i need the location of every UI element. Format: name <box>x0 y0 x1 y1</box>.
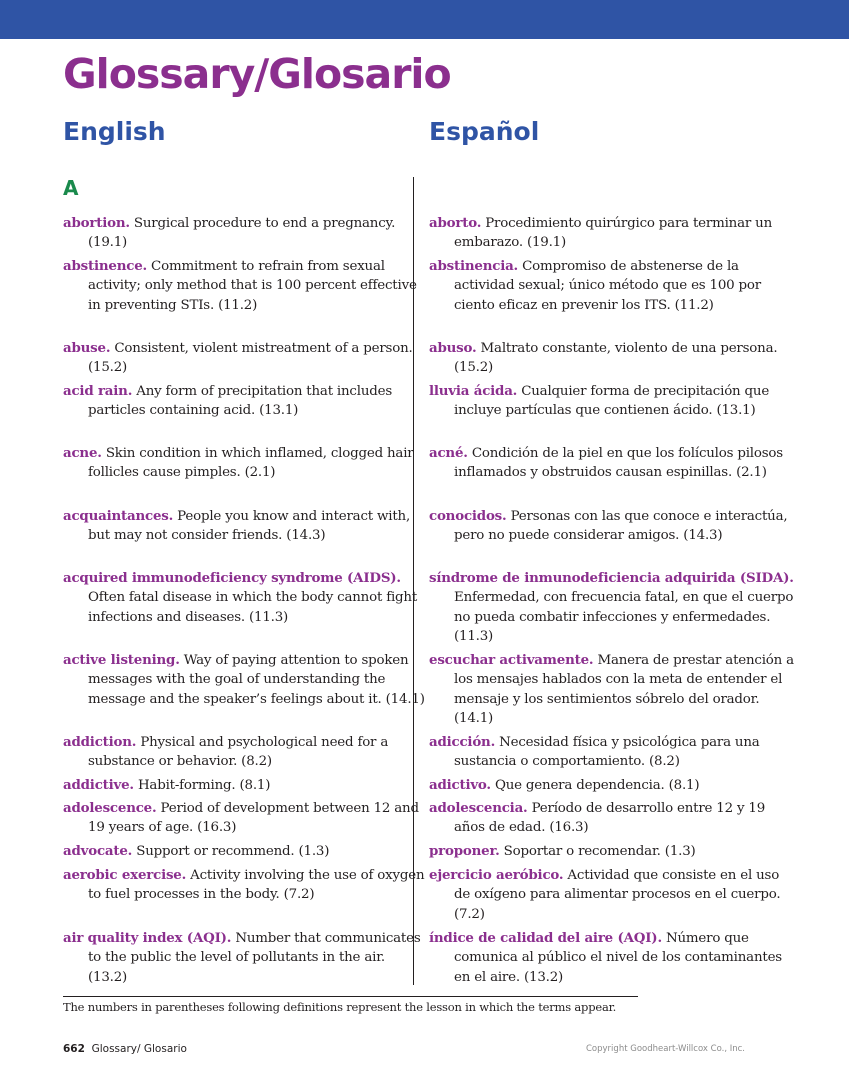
page-footer <box>63 1043 187 1055</box>
entry-term: abuse. <box>63 340 111 356</box>
glossary-entry-en <box>63 569 428 627</box>
glossary-entry-es <box>429 257 794 315</box>
spanish-column-heading: Español <box>429 117 540 146</box>
footer-section: Glossary/ Glosario <box>91 1043 187 1055</box>
glossary-entry-es <box>429 382 794 421</box>
entry-term: air quality index (AQI). <box>63 930 232 946</box>
entry-definition: Necesidad física y psicológica para una sustancia o comportamiento. (8.2) <box>454 735 760 770</box>
glossary-entry-en <box>63 799 428 838</box>
entry-term: advocate. <box>63 843 133 859</box>
glossary-entry-es <box>429 776 794 795</box>
entry-definition: Commitment to refrain from sexual activity; only method that is 100 percent effective in preventing STIs. (11.2) <box>88 259 417 313</box>
entry-term: abuso. <box>429 340 477 356</box>
entry-definition: Soportar o recomendar. (1.3) <box>503 844 696 859</box>
entry-term: acne. <box>63 445 102 461</box>
glossary-entry-es <box>429 507 794 546</box>
entry-definition: Number that communicates to the public the level of pollutants in the air. (13.2) <box>88 931 421 985</box>
entry-definition: People you know and interact with, but may not consider friends. (14.3) <box>88 509 411 544</box>
entry-definition: Cualquier forma de precipitación que incluye partículas que contienen ácido. (13.1) <box>454 384 770 419</box>
entry-definition: Often fatal disease in which the body cannot fight infections and diseases. (11.3) <box>88 590 418 625</box>
entry-term: escuchar activamente. <box>429 652 594 668</box>
entry-term: conocidos. <box>429 508 507 524</box>
entry-definition: Que genera dependencia. (8.1) <box>494 778 700 793</box>
entry-term: ejercicio aeróbico. <box>429 867 564 883</box>
entry-definition: Manera de prestar atención a los mensajes hablados con la meta de entender el mensaje y los sentimientos sóbrelo del orador. (14.1) <box>454 653 794 727</box>
entry-term: índice de calidad del aire (AQI). <box>429 930 662 946</box>
entry-term: síndrome de inmunodeficiencia adquirida (SIDA). <box>429 570 794 586</box>
entry-term: acid rain. <box>63 383 133 399</box>
page-number: 662 <box>63 1043 85 1055</box>
entry-definition: Way of paying attention to spoken messages with the goal of understanding the message and the speaker’s feelings about it. (14.1) <box>88 653 425 707</box>
glossary-entry-en <box>63 444 428 483</box>
glossary-entry-es <box>429 866 794 924</box>
entry-term: addictive. <box>63 777 134 793</box>
entry-term: abstinencia. <box>429 258 519 274</box>
glossary-entry-es <box>429 569 794 647</box>
entry-definition: Maltrato constante, violento de una persona. (15.2) <box>454 341 778 376</box>
entry-definition: Skin condition in which inflamed, clogged hair follicles cause pimples. (2.1) <box>88 446 414 481</box>
glossary-entry-en <box>63 929 428 987</box>
glossary-entry-en <box>63 339 428 378</box>
entry-definition: Physical and psychological need for a substance or behavior. (8.2) <box>88 735 389 770</box>
glossary-entry-en <box>63 214 428 253</box>
glossary-entry-es <box>429 214 794 253</box>
entry-term: acquired immunodeficiency syndrome (AIDS). <box>63 570 401 586</box>
entry-term: abortion. <box>63 215 130 231</box>
entry-definition: Personas con las que conoce e interactúa, pero no puede considerar amigos. (14.3) <box>454 509 788 544</box>
entry-term: abstinence. <box>63 258 147 274</box>
top-color-bar <box>0 0 849 39</box>
entry-definition: Número que comunica al público el nivel de los contaminantes en el aire. (13.2) <box>454 931 782 985</box>
glossary-entry-en <box>63 733 428 772</box>
glossary-entry-es <box>429 651 794 729</box>
english-column-heading: English <box>63 117 166 146</box>
glossary-entry-es <box>429 444 794 483</box>
footnote-rule <box>63 996 638 997</box>
entry-term: aborto. <box>429 215 482 231</box>
glossary-entry-es <box>429 799 794 838</box>
entry-definition: Procedimiento quirúrgico para terminar un embarazo. (19.1) <box>454 216 772 251</box>
glossary-entry-en <box>63 866 428 905</box>
glossary-entry-es <box>429 339 794 378</box>
entry-term: adolescencia. <box>429 800 528 816</box>
glossary-entry-es <box>429 929 794 987</box>
copyright: Copyright Goodheart-Willcox Co., Inc. <box>586 1044 746 1054</box>
glossary-entry-en <box>63 507 428 546</box>
entry-definition: Actividad que consiste en el uso de oxígeno para alimentar procesos en el cuerpo. (7.2) <box>454 868 781 922</box>
entry-term: active listening. <box>63 652 180 668</box>
entry-definition: Any form of precipitation that includes particles containing acid. (13.1) <box>88 384 393 419</box>
entry-definition: Condición de la piel en que los folículos pilosos inflamados y obstruidos causan espinillas. (2.1) <box>454 446 783 481</box>
entry-term: adicción. <box>429 734 496 750</box>
page-title: Glossary/Glosario <box>63 50 451 98</box>
entry-term: lluvia ácida. <box>429 383 518 399</box>
glossary-entry-en <box>63 776 428 795</box>
section-letter: A <box>63 176 79 200</box>
footnote: The numbers in parentheses following definitions represent the lesson in which the terms appear. <box>63 1000 617 1014</box>
glossary-entry-es <box>429 842 794 861</box>
entry-term: adictivo. <box>429 777 491 793</box>
entry-term: addiction. <box>63 734 137 750</box>
glossary-entry-en <box>63 257 428 315</box>
glossary-entry-en <box>63 651 428 709</box>
entry-term: acné. <box>429 445 468 461</box>
entry-definition: Activity involving the use of oxygen to fuel processes in the body. (7.2) <box>88 868 425 903</box>
entry-definition: Consistent, violent mistreatment of a person. (15.2) <box>88 341 413 376</box>
glossary-entry-es <box>429 733 794 772</box>
entry-definition: Período de desarrollo entre 12 y 19 años de edad. (16.3) <box>454 801 766 836</box>
entry-definition: Enfermedad, con frecuencia fatal, en que el cuerpo no pueda combatir infecciones y enfermedades. (11.3) <box>454 590 794 645</box>
entry-term: aerobic exercise. <box>63 867 187 883</box>
entry-definition: Compromiso de abstenerse de la actividad sexual; único método que es 100 por ciento eficaz en prevenir los ITS. (11.2) <box>454 259 761 313</box>
entry-definition: Period of development between 12 and 19 years of age. (16.3) <box>88 801 419 836</box>
entry-definition: Surgical procedure to end a pregnancy. (19.1) <box>88 216 396 251</box>
entry-definition: Habit-forming. (8.1) <box>137 778 271 793</box>
entry-term: proponer. <box>429 843 500 859</box>
glossary-entry-en <box>63 842 428 861</box>
entry-definition: Support or recommend. (1.3) <box>136 844 330 859</box>
entry-term: acquaintances. <box>63 508 174 524</box>
glossary-entry-en <box>63 382 428 421</box>
entry-term: adolescence. <box>63 800 157 816</box>
